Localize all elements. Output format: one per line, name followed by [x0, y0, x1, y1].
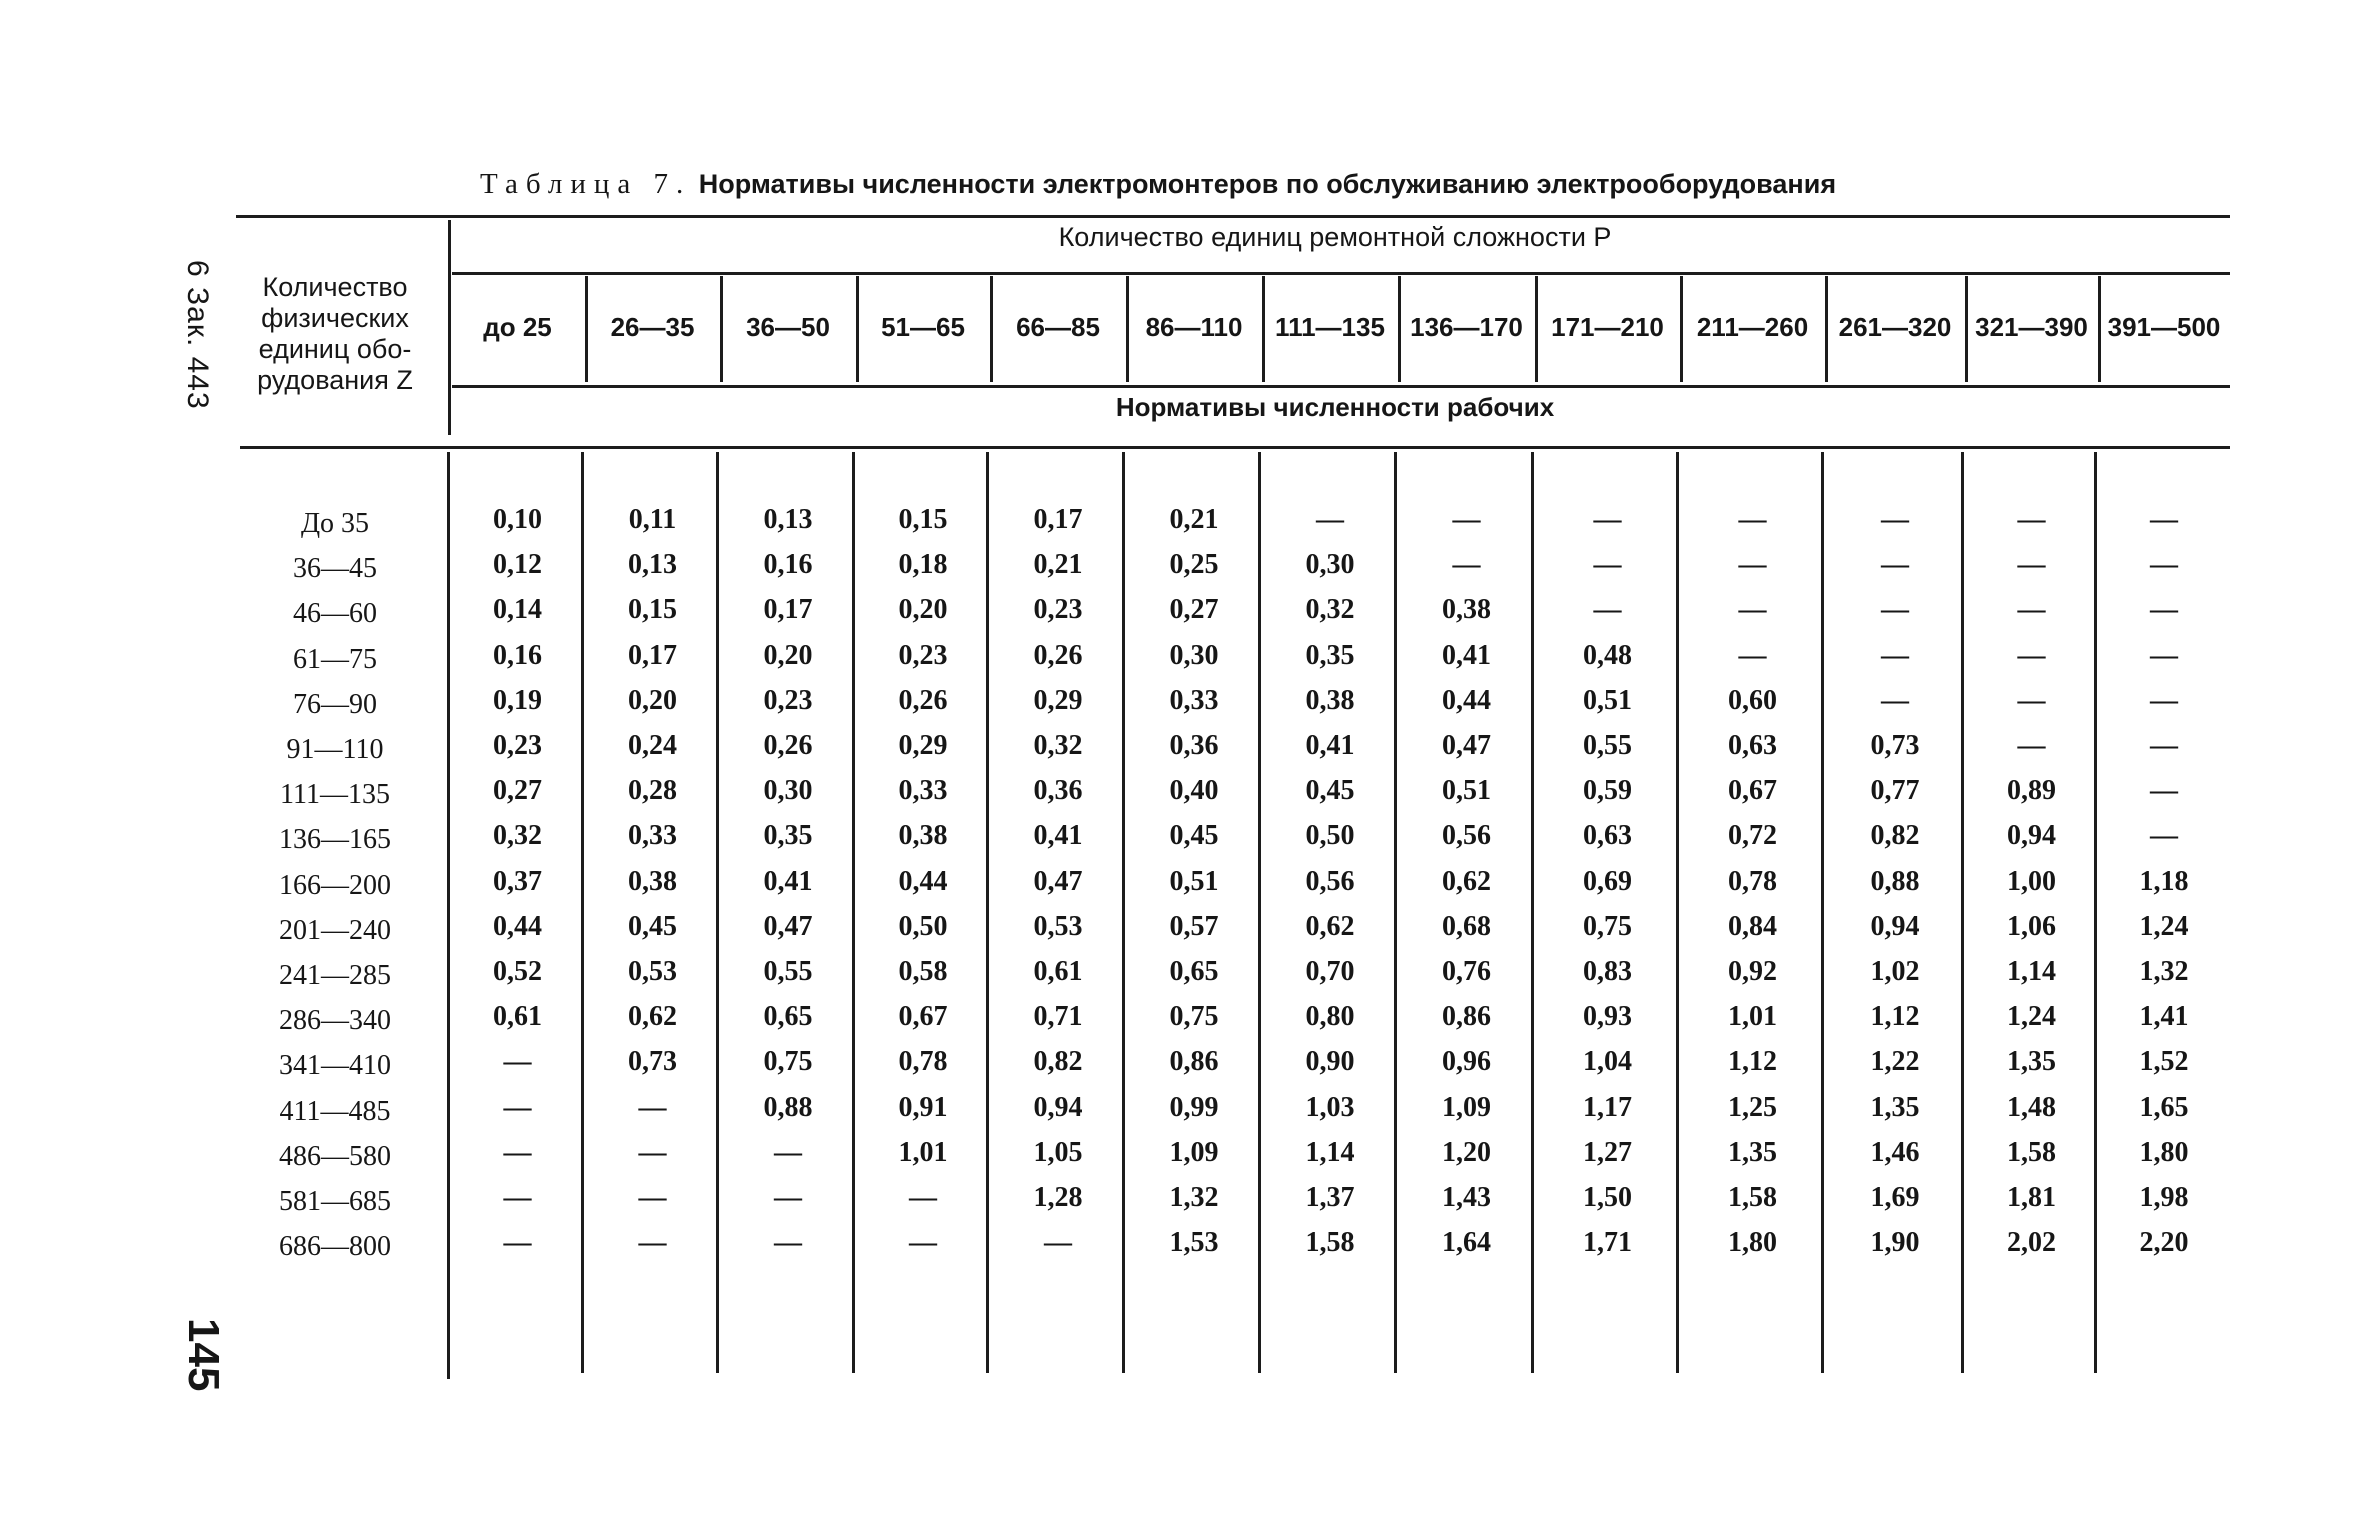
table-cell: — — [2150, 685, 2178, 716]
column-header: 66—85 — [1016, 312, 1100, 342]
table-cell: 0,35 — [1305, 640, 1355, 671]
table-cell: 0,65 — [763, 1001, 813, 1032]
table-cell: — — [1316, 504, 1344, 535]
table-cell: — — [503, 1182, 532, 1213]
table-cell: 0,57 — [1169, 911, 1219, 942]
table-cell: 0,15 — [898, 504, 948, 535]
table-title-lead: Таблица 7. — [480, 168, 692, 200]
table-cell: 0,41 — [1442, 640, 1491, 671]
table-cell: 0,14 — [493, 594, 542, 625]
table-cell: 1,80 — [1728, 1227, 1777, 1258]
table-cell: 1,27 — [1583, 1137, 1632, 1168]
table-cell: 0,33 — [898, 775, 948, 806]
table-cell: 1,53 — [1169, 1227, 1219, 1258]
row-label: 36—45 — [293, 553, 377, 584]
table-cell: 0,75 — [1169, 1001, 1219, 1032]
table-cell: 1,32 — [1169, 1182, 1219, 1213]
table-cell: 0,77 — [1870, 775, 1920, 806]
table-cell: 0,41 — [1033, 820, 1083, 851]
table-cell: — — [2017, 685, 2046, 716]
table-cell: 1,50 — [1583, 1182, 1632, 1213]
row-label: 341—410 — [279, 1050, 391, 1081]
table-cell: 0,76 — [1442, 956, 1491, 987]
header-rule-upper — [452, 272, 2230, 275]
table-cell: 0,41 — [763, 866, 813, 897]
table-cell: 1,32 — [2139, 956, 2189, 987]
table-cell: 0,50 — [898, 911, 948, 942]
table-cell: 0,19 — [493, 685, 542, 716]
table-cell: 1,14 — [2007, 956, 2056, 987]
table-cell: 1,48 — [2007, 1092, 2056, 1123]
table-cell: — — [2150, 640, 2178, 671]
table-cell: 0,73 — [1870, 730, 1920, 761]
table-cell: 0,36 — [1169, 730, 1219, 761]
table-cell: — — [2017, 549, 2046, 580]
table-cell: 0,45 — [628, 911, 677, 942]
table-cell: 0,52 — [493, 956, 542, 987]
table-cell: 0,23 — [763, 685, 813, 716]
table-cell: 0,65 — [1169, 956, 1219, 987]
table-cell: — — [1738, 594, 1767, 625]
table-title-text: Нормативы численности электромонтеров по обслуживанию электрооборудования — [698, 169, 1837, 199]
header-rule-middle — [452, 385, 2230, 388]
table-cell: — — [1881, 549, 1909, 580]
table-cell: 0,10 — [493, 504, 542, 535]
table-cell: 0,78 — [898, 1046, 948, 1077]
table-cell: — — [2150, 504, 2178, 535]
table-cell: — — [909, 1182, 937, 1213]
table-cell: 0,13 — [763, 504, 813, 535]
table-cell: 0,15 — [628, 594, 677, 625]
table-cell: 0,30 — [1169, 640, 1219, 671]
table-cell: 0,62 — [1442, 866, 1491, 897]
table-cell: 0,89 — [2007, 775, 2056, 806]
table-cell: 0,99 — [1169, 1092, 1219, 1123]
table-cell: 1,12 — [1870, 1001, 1920, 1032]
table-cell: 0,86 — [1442, 1001, 1491, 1032]
table-cell: 0,27 — [1169, 594, 1219, 625]
column-header: 391—500 — [2107, 312, 2221, 342]
column-header: 36—50 — [746, 312, 830, 342]
row-label: 76—90 — [293, 689, 377, 720]
side-note: 6 Зак. 443 — [181, 260, 214, 410]
row-label: 581—685 — [279, 1186, 391, 1217]
row-label: 486—580 — [279, 1141, 391, 1172]
table-cell: — — [2150, 820, 2178, 851]
table-cell: 0,72 — [1728, 820, 1777, 851]
table-cell: 0,35 — [763, 820, 813, 851]
table-cell: 1,03 — [1305, 1092, 1355, 1123]
table-cell: 0,53 — [628, 956, 677, 987]
column-header: до 25 — [483, 312, 552, 342]
column-group-header: Количество единиц ремонтной сложности P — [1058, 222, 1612, 252]
table-cell: 0,16 — [493, 640, 542, 671]
table-cell: — — [1881, 504, 1909, 535]
table-cell: — — [2150, 594, 2178, 625]
table-cell: 0,11 — [628, 504, 677, 535]
table-cell: — — [638, 1137, 667, 1168]
table-cell: 1,01 — [898, 1137, 948, 1168]
row-label: 91—110 — [286, 734, 384, 765]
row-label: 201—240 — [279, 915, 391, 946]
table-cell: 1,69 — [1870, 1182, 1920, 1213]
table-cell: 0,91 — [898, 1092, 948, 1123]
table-cell: 0,36 — [1033, 775, 1083, 806]
table-cell: 0,12 — [493, 549, 542, 580]
table-cell: 1,04 — [1583, 1046, 1632, 1077]
table-cell: 0,50 — [1305, 820, 1355, 851]
table-cell: 0,93 — [1583, 1001, 1632, 1032]
table-cell: 0,17 — [763, 594, 813, 625]
table-cell: 0,55 — [1583, 730, 1632, 761]
column-header: 26—35 — [610, 312, 695, 342]
table-cell: 2,02 — [2007, 1227, 2056, 1258]
table-cell: 0,83 — [1583, 956, 1632, 987]
table-cell: 0,51 — [1169, 866, 1219, 897]
table-cell: — — [2017, 504, 2046, 535]
table-cell: 0,26 — [1033, 640, 1083, 671]
table-cell: — — [774, 1227, 802, 1258]
table-cell: 1,58 — [2007, 1137, 2056, 1168]
table-cell: 0,26 — [898, 685, 948, 716]
table-cell: 0,23 — [898, 640, 948, 671]
table-cell: 0,88 — [763, 1092, 813, 1123]
table-cell: 0,58 — [898, 956, 948, 987]
table-cell: 0,44 — [898, 866, 948, 897]
table-cell: 0,20 — [763, 640, 813, 671]
table-cell: 0,18 — [898, 549, 948, 580]
table-cell: 1,98 — [2139, 1182, 2189, 1213]
table-cell: 0,32 — [1305, 594, 1355, 625]
table-cell: 0,16 — [763, 549, 813, 580]
table-cell: 0,21 — [1169, 504, 1219, 535]
column-header: 111—135 — [1275, 312, 1385, 342]
table-cell: 0,92 — [1728, 956, 1777, 987]
table-cell: — — [1593, 549, 1622, 580]
table-cell: — — [774, 1182, 802, 1213]
top-rule — [236, 215, 2230, 218]
table-cell: 1,90 — [1870, 1227, 1920, 1258]
table-cell: 0,70 — [1305, 956, 1355, 987]
table-cell: 0,24 — [628, 730, 677, 761]
table-cell: 1,20 — [1442, 1137, 1491, 1168]
table-cell: 1,05 — [1033, 1137, 1083, 1168]
table-cell: 0,84 — [1728, 911, 1777, 942]
table-cell: 0,67 — [1728, 775, 1777, 806]
table-cell: 0,61 — [1033, 956, 1083, 987]
column-header: 51—65 — [881, 312, 965, 342]
table-cell: — — [1881, 685, 1909, 716]
table-cell: 1,43 — [1442, 1182, 1491, 1213]
table-cell: 1,14 — [1305, 1137, 1355, 1168]
table-cell: 0,44 — [1442, 685, 1491, 716]
column-header: 211—260 — [1696, 312, 1809, 342]
table-cell: 1,00 — [2007, 866, 2056, 897]
table-cell: 1,65 — [2139, 1092, 2189, 1123]
table-cell: — — [1738, 504, 1767, 535]
row-label: 166—200 — [279, 870, 391, 901]
table-cell: 0,86 — [1169, 1046, 1219, 1077]
table-cell: 1,35 — [2007, 1046, 2056, 1077]
table-cell: 0,48 — [1583, 640, 1632, 671]
table-cell: — — [2017, 640, 2046, 671]
column-header: 261—320 — [1838, 312, 1952, 342]
table-cell: 1,02 — [1870, 956, 1920, 987]
table-cell: — — [638, 1182, 667, 1213]
table-cell: 1,01 — [1728, 1001, 1777, 1032]
table-cell: — — [638, 1227, 667, 1258]
table-cell: 0,60 — [1728, 685, 1777, 716]
table-cell: 0,23 — [1033, 594, 1083, 625]
table-cell: 0,13 — [628, 549, 677, 580]
row-header: Количество физических единиц обо-рудования Z — [257, 272, 413, 395]
table-cell: 1,35 — [1728, 1137, 1777, 1168]
table-cell: 0,56 — [1442, 820, 1491, 851]
table-cell: 0,17 — [628, 640, 677, 671]
table-cell: 0,28 — [628, 775, 677, 806]
table-cell: 1,71 — [1583, 1227, 1632, 1258]
table-cell: — — [1881, 640, 1909, 671]
table-cell: — — [2017, 730, 2046, 761]
table-cell: — — [2017, 594, 2046, 625]
row-label: 411—485 — [279, 1096, 391, 1127]
table-cell: 0,30 — [763, 775, 813, 806]
table-cell: 0,29 — [1033, 685, 1083, 716]
table-cell: 0,38 — [1442, 594, 1491, 625]
column-header: 171—210 — [1551, 312, 1664, 342]
table-cell: 0,38 — [628, 866, 677, 897]
table-cell: 0,88 — [1870, 866, 1920, 897]
table-cell: 0,56 — [1305, 866, 1355, 897]
table-cell: 0,78 — [1728, 866, 1777, 897]
table-cell: 0,32 — [493, 820, 542, 851]
table-cell: 1,80 — [2139, 1137, 2189, 1168]
table-cell: 0,33 — [1169, 685, 1219, 716]
table-cell: 0,25 — [1169, 549, 1219, 580]
column-header: 321—390 — [1975, 312, 2088, 342]
table-cell: 0,44 — [493, 911, 542, 942]
table-cell: 0,51 — [1583, 685, 1632, 716]
table-cell: 0,29 — [898, 730, 948, 761]
table-cell: 1,18 — [2139, 866, 2189, 897]
row-label: 46—60 — [293, 598, 377, 629]
table-cell: — — [1881, 594, 1909, 625]
table-cell: 0,94 — [1870, 911, 1920, 942]
table-cell: 0,63 — [1728, 730, 1777, 761]
page-number: 145 — [179, 1318, 228, 1392]
table-cell: 1,46 — [1870, 1137, 1920, 1168]
table-cell: 1,06 — [2007, 911, 2056, 942]
table-cell: 0,20 — [898, 594, 948, 625]
table-cell: — — [1452, 504, 1481, 535]
table-cell: 0,67 — [898, 1001, 948, 1032]
table-cell: 1,17 — [1583, 1092, 1632, 1123]
table-cell: 0,75 — [1583, 911, 1632, 942]
row-label: 686—800 — [279, 1231, 391, 1262]
table-cell: 0,47 — [1033, 866, 1083, 897]
table-cell: 0,62 — [1305, 911, 1355, 942]
column-header: 86—110 — [1145, 312, 1243, 342]
table-cell: 0,33 — [628, 820, 677, 851]
table-cell: 0,51 — [1442, 775, 1491, 806]
table-cell: 0,38 — [1305, 685, 1355, 716]
table-cell: — — [1593, 594, 1622, 625]
table-cell: — — [503, 1227, 532, 1258]
table-cell: 1,35 — [1870, 1092, 1920, 1123]
table-cell: 0,94 — [2007, 820, 2056, 851]
row-label: 241—285 — [279, 960, 391, 991]
table-cell: 1,28 — [1033, 1182, 1083, 1213]
table-cell: 0,82 — [1870, 820, 1920, 851]
table-cell: — — [638, 1092, 667, 1123]
table-cell: 0,61 — [493, 1001, 542, 1032]
table-cell: — — [503, 1092, 532, 1123]
table-cell: 1,12 — [1728, 1046, 1777, 1077]
table-cell: 0,41 — [1305, 730, 1355, 761]
table-cell: 0,37 — [493, 866, 542, 897]
table-cell: 1,22 — [1870, 1046, 1920, 1077]
table-cell: — — [2150, 549, 2178, 580]
header-rule-lower — [240, 446, 2230, 449]
table-cell: 0,69 — [1583, 866, 1632, 897]
table-cell: — — [1738, 640, 1767, 671]
table-cell: 0,32 — [1033, 730, 1083, 761]
table-cell: — — [1452, 549, 1481, 580]
table-cell: 0,96 — [1442, 1046, 1491, 1077]
table-cell: 1,81 — [2007, 1182, 2056, 1213]
table-cell: 0,75 — [763, 1046, 813, 1077]
table-cell: 0,45 — [1305, 775, 1355, 806]
table-cell: — — [503, 1046, 532, 1077]
table-cell: 0,53 — [1033, 911, 1083, 942]
table-cell: 2,20 — [2139, 1227, 2189, 1258]
table-cell: 1,37 — [1305, 1182, 1355, 1213]
table-cell: — — [503, 1137, 532, 1168]
table-cell: 0,63 — [1583, 820, 1632, 851]
table-cell: 0,94 — [1033, 1092, 1083, 1123]
table-cell: — — [774, 1137, 802, 1168]
table-cell: 0,20 — [628, 685, 677, 716]
table-cell: 0,30 — [1305, 549, 1355, 580]
table-cell: 1,64 — [1442, 1227, 1491, 1258]
table-cell: 1,25 — [1728, 1092, 1777, 1123]
table-cell: — — [909, 1227, 937, 1258]
table-cell: 0,62 — [628, 1001, 677, 1032]
table-cell: 0,73 — [628, 1046, 677, 1077]
table-cell: 0,82 — [1033, 1046, 1083, 1077]
row-label: 136—165 — [279, 824, 391, 855]
table-cell: 0,27 — [493, 775, 542, 806]
table-cell: 0,47 — [1442, 730, 1491, 761]
table-cell: 0,68 — [1442, 911, 1491, 942]
table-cell: 0,23 — [493, 730, 542, 761]
table-cell: 0,47 — [763, 911, 813, 942]
table-cell: 1,41 — [2139, 1001, 2189, 1032]
table-cell: 0,90 — [1305, 1046, 1355, 1077]
table-cell: — — [2150, 730, 2178, 761]
table-cell: 0,80 — [1305, 1001, 1355, 1032]
row-label: 286—340 — [279, 1005, 391, 1036]
row-label: 61—75 — [293, 644, 377, 675]
table-cell: 0,17 — [1033, 504, 1083, 535]
column-header: 136—170 — [1410, 312, 1523, 342]
table-cell: 0,59 — [1583, 775, 1632, 806]
table-cell: — — [1593, 504, 1622, 535]
table-cell: 0,40 — [1169, 775, 1219, 806]
table-cell: 1,09 — [1442, 1092, 1491, 1123]
row-label: До 35 — [300, 508, 370, 539]
row-label: 111—135 — [280, 779, 390, 810]
table-cell: 0,26 — [763, 730, 813, 761]
table-cell: 0,71 — [1033, 1001, 1083, 1032]
table-cell: 0,55 — [763, 956, 813, 987]
table-cell: — — [1044, 1227, 1072, 1258]
value-header: Нормативы численности рабочих — [1115, 392, 1555, 422]
table-cell: 1,58 — [1305, 1227, 1355, 1258]
table-cell: — — [1738, 549, 1767, 580]
table-cell: 1,24 — [2007, 1001, 2056, 1032]
table-cell: 0,45 — [1169, 820, 1219, 851]
table-cell: 1,09 — [1169, 1137, 1219, 1168]
table-cell: 0,21 — [1033, 549, 1083, 580]
table-cell: 1,58 — [1728, 1182, 1777, 1213]
table-cell: 1,52 — [2139, 1046, 2189, 1077]
table-cell: — — [2150, 775, 2178, 806]
table-cell: 0,38 — [898, 820, 948, 851]
table-cell: 1,24 — [2139, 911, 2189, 942]
